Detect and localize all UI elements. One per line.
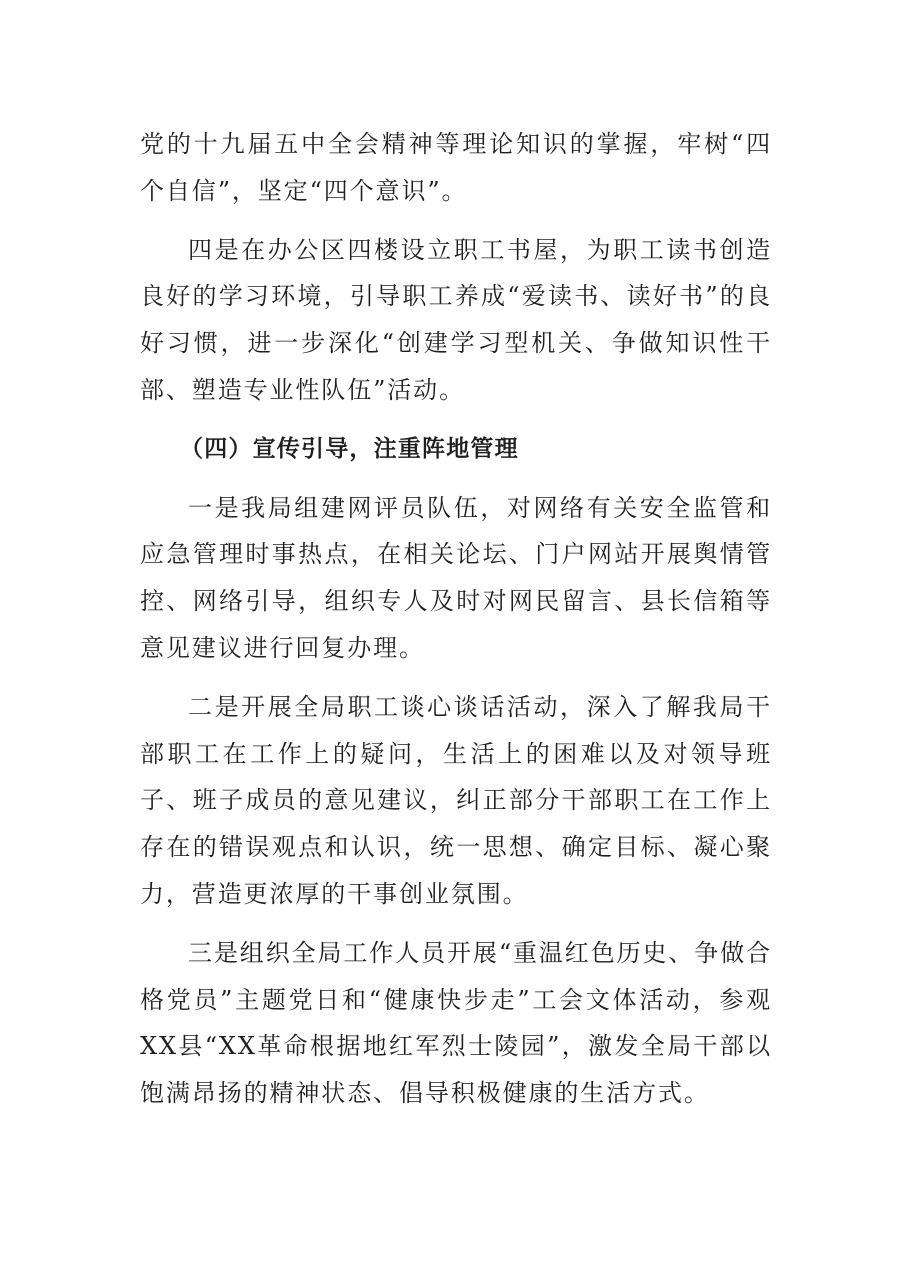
paragraph-item-three: 三是组织全局工作人员开展“重温红色历史、争做合格党员”主题党日和“健康快步走”工会文体活动，参观XX县“XX革命根据地红军烈士陵园”，激发全局干部以饱满昂扬的精神状态、倡导积极健康的生活方式。 [140,938,772,1108]
paragraph-continuation: 党的十九届五中全会精神等理论知识的掌握，牢树“四个自信”，坚定“四个意识”。 [140,130,772,205]
paragraph-item-two: 二是开展全局职工谈心谈话活动，深入了解我局干部职工在工作上的疑问，生活上的困难以及对领导班子、班子成员的意见建议，纠正部分干部职工在工作上存在的错误观点和认识，统一思想、确定目标、凝心聚力，营造更浓厚的干事创业氛围。 [140,692,772,908]
document-body [140,121,772,1117]
paragraph-item-four: 四是在办公区四楼设立职工书屋，为职工读书创造良好的学习环境，引导职工养成“爱读书、读好书”的良好习惯，进一步深化“创建学习型机关、争做知识性干部、塑造专业性队伍”活动。 [140,235,772,404]
paragraph-item-one: 一是我局组建网评员队伍，对网络有关安全监管和应急管理时事热点，在相关论坛、门户网站开展舆情管控、网络引导，组织专人及时对网民留言、县长信箱等意见建议进行回复办理。 [140,493,772,662]
section-heading: （四）宣传引导，注重阵地管理 [180,435,519,462]
